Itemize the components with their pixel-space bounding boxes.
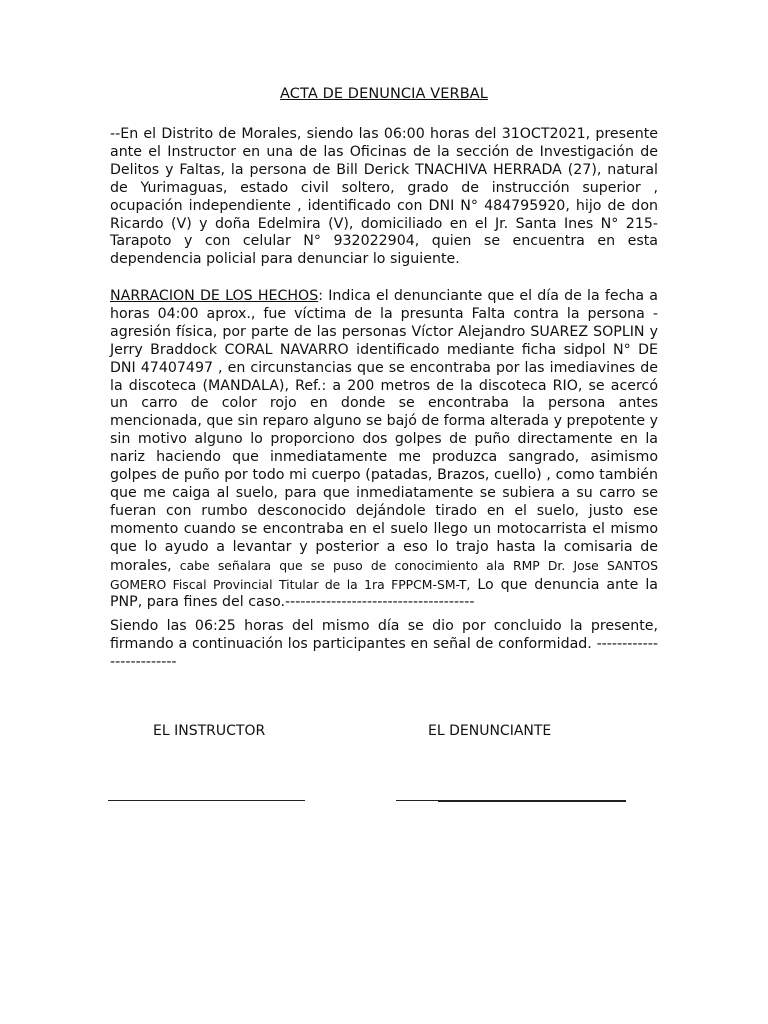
narration-end: Lo que denuncia ante la PNP, para fines del caso.-------------------------------------	[110, 576, 658, 611]
narration-fiscal-note: cabe señalara que se puso de conocimiento ala RMP Dr. Jose SANTOS GOMERO Fiscal Provincial Titular de la 1ra FPPCM-SM-T,	[110, 557, 658, 592]
signature-label-denunciante: EL DENUNCIANTE	[428, 723, 552, 739]
signature-label-instructor: EL INSTRUCTOR	[153, 723, 266, 739]
signature-line-denunciante-prefix	[396, 788, 438, 801]
closing-paragraph: Siendo las 06:25 horas del mismo día se dio por concluido la presente, firmando a continuación los participantes en señal de conformidad. -------------------------	[110, 618, 658, 670]
signature-line-denunciante	[438, 788, 626, 802]
document-title: ACTA DE DENUNCIA VERBAL	[280, 86, 488, 102]
narration-paragraph	[110, 288, 658, 612]
signature-line-instructor	[108, 788, 305, 801]
narration-body: : Indica el denunciante que el día de la fecha a horas 04:00 aprox., fue víctima de la presunta Falta contra la persona - agresión física, por parte de las personas Víctor Alejandro SUAREZ SOPLIN y Jerry Braddock CORAL NAVARRO identificado mediante ficha sidpol N° DE DNI 47407497 , en circunstancias que se encontraba por las imediavines de la discoteca (MANDALA), Ref.: a 200 metros de la discoteca RIO, se acercó un carro de color rojo en donde se encontraba la persona antes mencionada, que sin reparo alguno se bajó de forma alterada y prepotente y sin motivo alguno lo proporciono dos golpes de puño directamente en la nariz haciendo que inmediatamente me produzca sangrado, asimismo golpes de puño por todo mi cuerpo (patadas, Brazos, cuello) , como también que me caiga al suelo, para que inmediatamente se subiera a su carro se fueran con rumbo desconocido dejándole tirado en el suelo, justo ese momento cuando se encontraba en el suelo llego un motocarrista el mismo que lo ayudo a levantar y posterior a eso lo trajo hasta la comisaria de morales,	[110, 288, 658, 574]
intro-paragraph: --En el Distrito de Morales, siendo las 06:00 horas del 31OCT2021, presente ante el Instructor en una de las Oficinas de la sección de Investigación de Delitos y Faltas, la persona de Bill Derick TNACHIVA HERRADA (27), natural de Yurimaguas, estado civil soltero, grado de instrucción superior , ocupación independiente , identificado con DNI N° 484795920, hijo de don Ricardo (V) y doña Edelmira (V), domiciliado en el Jr. Santa Ines N° 215-Tarapoto y con celular N° 932022904, quien se encuentra en esta dependencia policial para denunciar lo siguiente.	[110, 126, 658, 268]
narration-heading: NARRACION DE LOS HECHOS	[110, 288, 319, 304]
